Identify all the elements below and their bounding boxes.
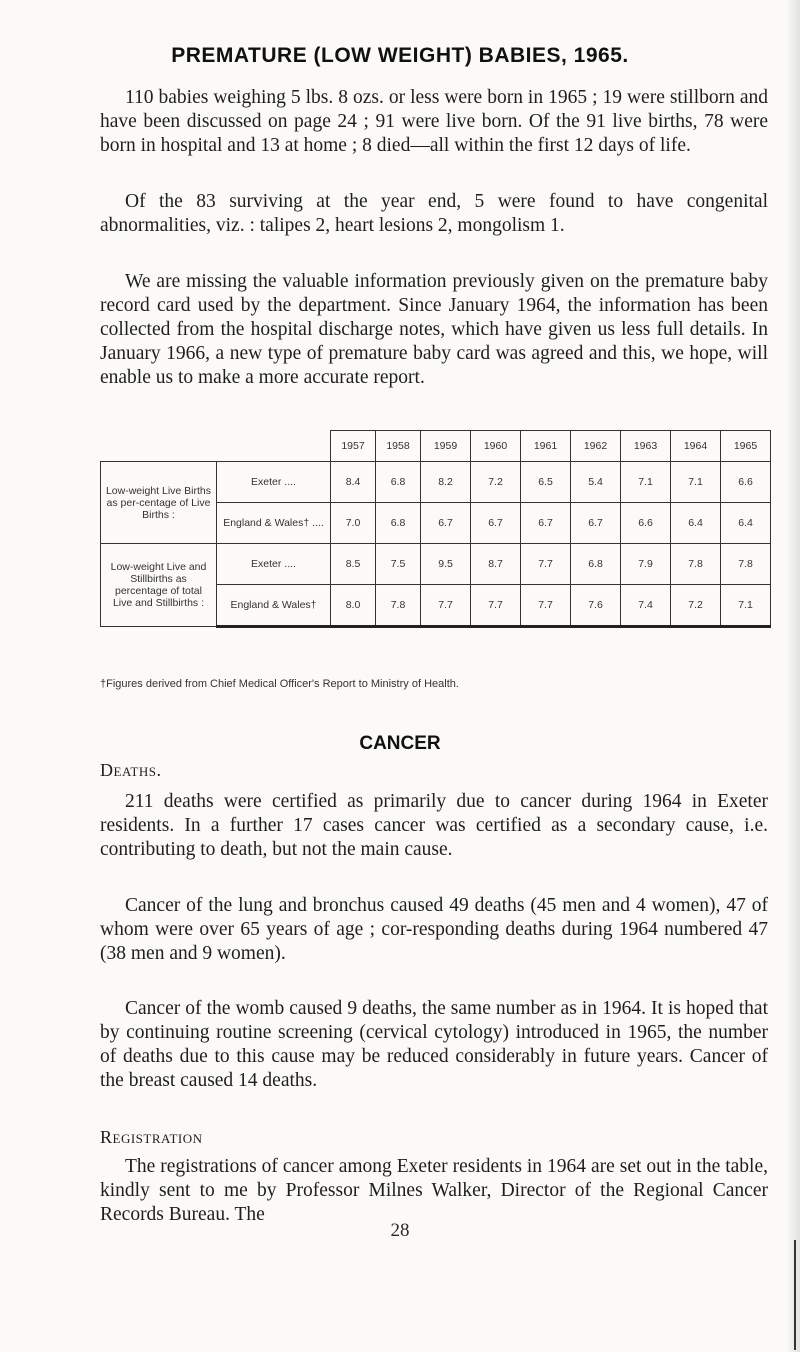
table-cell: 7.8 [721, 544, 771, 585]
row-area-label: Exeter .... [217, 544, 331, 585]
table-cell: 7.8 [671, 544, 721, 585]
table-cell: 6.4 [671, 503, 721, 544]
cancer-heading: CANCER [359, 733, 441, 754]
table-cell: 6.7 [421, 503, 471, 544]
page-title: PREMATURE (LOW WEIGHT) BABIES, 1965. [171, 44, 629, 67]
row-area-label: England & Wales† .... [217, 503, 331, 544]
table-cell: 7.7 [471, 585, 521, 627]
table-cell: 7.1 [671, 462, 721, 503]
table-cell: 7.5 [376, 544, 421, 585]
table-cell: 7.2 [471, 462, 521, 503]
year-header: 1962 [571, 431, 621, 462]
premature-paragraph-2: Of the 83 surviving at the year end, 5 were found to have congenital abnormalities, viz. : talipes 2, heart lesions 2, mongolism 1. [100, 191, 768, 236]
table-cell: 7.6 [571, 585, 621, 627]
table-cell: 6.6 [621, 503, 671, 544]
table-cell: 5.4 [571, 462, 621, 503]
cancer-paragraph-1: 211 deaths were certified as primarily due to cancer during 1964 in Exeter residents. In a further 17 cases cancer was certified as a secondary cause, i.e. contributing to death, but not the main cause. [100, 791, 768, 860]
year-header: 1964 [671, 431, 721, 462]
table-cell: 6.6 [721, 462, 771, 503]
table-cell: 7.1 [621, 462, 671, 503]
year-header: 1958 [376, 431, 421, 462]
table-footnote: †Figures derived from Chief Medical Officer's Report to Ministry of Health. [100, 678, 459, 690]
table-cell: 8.0 [331, 585, 376, 627]
binding-edge-line [794, 1240, 796, 1350]
table-cell: 6.8 [376, 503, 421, 544]
low-weight-births-table [100, 430, 771, 628]
table-cell: 6.7 [571, 503, 621, 544]
table-cell: 7.9 [621, 544, 671, 585]
table-cell: 8.7 [471, 544, 521, 585]
registration-subheading: Registration [100, 1127, 203, 1147]
year-header: 1961 [521, 431, 571, 462]
row-area-label: England & Wales† [217, 585, 331, 627]
table-cell: 7.2 [671, 585, 721, 627]
table-cell: 6.5 [521, 462, 571, 503]
table-row [101, 544, 771, 585]
deaths-subheading: Deaths. [100, 760, 162, 780]
table-cell: 7.0 [331, 503, 376, 544]
premature-paragraph-3: We are missing the valuable information previously given on the premature baby record card used by the department. Since January 1964, the information has been collected from the hospital discharge notes, which have given us less full details. In January 1966, a new type of premature baby card was agreed and this, we hope, will enable us to make a more accurate report. [100, 271, 768, 388]
table-cell: 8.2 [421, 462, 471, 503]
page-number: 28 [390, 1220, 410, 1241]
row-group-label: Low-weight Live and Stillbirths as percentage of total Live and Stillbirths : [101, 544, 217, 627]
page-edge-shadow [786, 0, 800, 1352]
registration-paragraph: The registrations of cancer among Exeter residents in 1964 are set out in the table, kindly sent to me by Professor Milnes Walker, Director of the Regional Cancer Records Bureau. The [100, 1156, 768, 1225]
table-cell: 6.4 [721, 503, 771, 544]
year-header: 1963 [621, 431, 671, 462]
table-cell: 7.7 [421, 585, 471, 627]
table-cell: 7.1 [721, 585, 771, 627]
table-cell: 7.7 [521, 544, 571, 585]
table-cell: 7.7 [521, 585, 571, 627]
table-cell: 6.7 [471, 503, 521, 544]
table-cell: 8.4 [331, 462, 376, 503]
cancer-paragraph-3: Cancer of the womb caused 9 deaths, the same number as in 1964. It is hoped that by continuing routine screening (cervical cytology) introduced in 1965, the number of deaths due to this cause may be reduced considerably in future years. Cancer of the breast caused 14 deaths. [100, 998, 768, 1091]
table-cell: 9.5 [421, 544, 471, 585]
table-cell: 7.4 [621, 585, 671, 627]
year-header: 1960 [471, 431, 521, 462]
table-header-blank [101, 431, 331, 462]
table-cell: 7.8 [376, 585, 421, 627]
table-cell: 8.5 [331, 544, 376, 585]
cancer-paragraph-2: Cancer of the lung and bronchus caused 49 deaths (45 men and 4 women), 47 of whom were over 65 years of age ; cor-responding deaths during 1964 numbered 47 (38 men and 9 women). [100, 895, 768, 964]
table-header-row [101, 431, 771, 462]
year-header: 1957 [331, 431, 376, 462]
table-cell: 6.8 [571, 544, 621, 585]
row-group-label: Low-weight Live Births as per-centage of Live Births : [101, 462, 217, 544]
row-area-label: Exeter .... [217, 462, 331, 503]
premature-paragraph-1: 110 babies weighing 5 lbs. 8 ozs. or less were born in 1965 ; 19 were stillborn and have been discussed on page 24 ; 91 were live born. Of the 91 live births, 78 were born in hospital and 13 at home ; 8 died—all within the first 12 days of life. [100, 87, 768, 156]
table-row [101, 462, 771, 503]
year-header: 1965 [721, 431, 771, 462]
table-cell: 6.8 [376, 462, 421, 503]
table-cell: 6.7 [521, 503, 571, 544]
year-header: 1959 [421, 431, 471, 462]
